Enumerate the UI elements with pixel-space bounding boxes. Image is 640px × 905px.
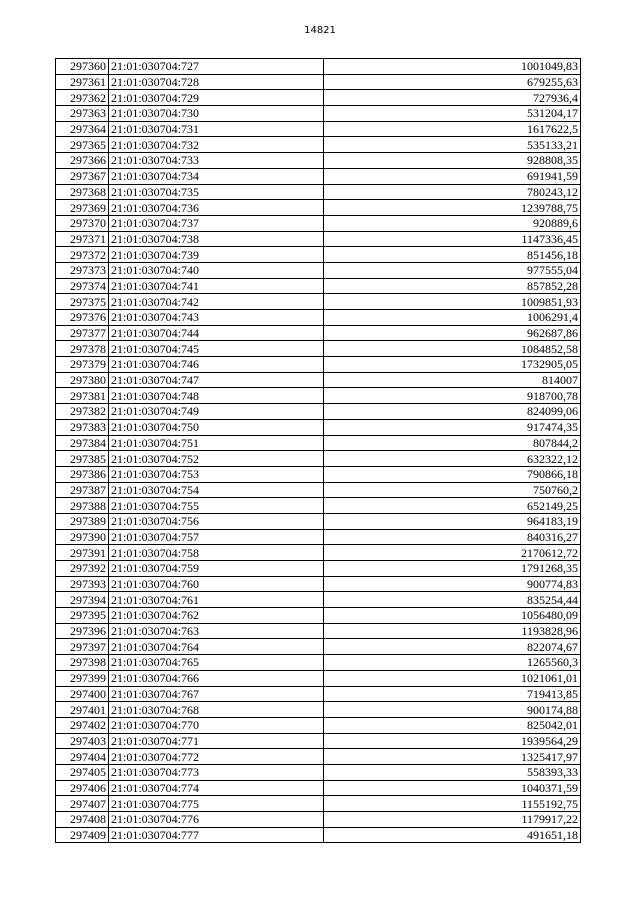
cadastral-value-cell: 920889,6 — [324, 215, 581, 231]
cadastral-number-cell: 21:01:030704:766 — [109, 670, 324, 686]
cadastral-value-cell: 1179917,22 — [324, 812, 581, 828]
table-row — [56, 341, 581, 357]
cadastral-value-cell: 679255,63 — [324, 74, 581, 90]
table-row — [56, 435, 581, 451]
row-number-cell: 297398 — [56, 655, 109, 671]
cadastral-number-cell: 21:01:030704:752 — [109, 451, 324, 467]
row-number-cell: 297387 — [56, 482, 109, 498]
table-row — [56, 592, 581, 608]
cadastral-value-cell: 750760,2 — [324, 482, 581, 498]
row-number-cell: 297402 — [56, 717, 109, 733]
row-number-cell: 297385 — [56, 451, 109, 467]
cadastral-number-cell: 21:01:030704:728 — [109, 74, 324, 90]
cadastral-value-cell: 727936,4 — [324, 90, 581, 106]
table-row — [56, 137, 581, 153]
cadastral-value-cell: 1732905,05 — [324, 357, 581, 373]
cadastral-value-cell: 531204,17 — [324, 106, 581, 122]
cadastral-number-cell: 21:01:030704:774 — [109, 780, 324, 796]
cadastral-number-cell: 21:01:030704:732 — [109, 137, 324, 153]
table-row — [56, 545, 581, 561]
table-row — [56, 513, 581, 529]
cadastral-number-cell: 21:01:030704:758 — [109, 545, 324, 561]
cadastral-value-cell: 1084852,58 — [324, 341, 581, 357]
row-number-cell: 297393 — [56, 576, 109, 592]
cadastral-value-cell: 835254,44 — [324, 592, 581, 608]
row-number-cell: 297379 — [56, 357, 109, 373]
row-number-cell: 297375 — [56, 294, 109, 310]
cadastral-number-cell: 21:01:030704:751 — [109, 435, 324, 451]
cadastral-number-cell: 21:01:030704:734 — [109, 168, 324, 184]
cadastral-number-cell: 21:01:030704:749 — [109, 404, 324, 420]
row-number-cell: 297363 — [56, 106, 109, 122]
cadastral-value-cell: 632322,12 — [324, 451, 581, 467]
row-number-cell: 297370 — [56, 215, 109, 231]
table-row — [56, 372, 581, 388]
row-number-cell: 297395 — [56, 608, 109, 624]
cadastral-value-cell: 652149,25 — [324, 498, 581, 514]
cadastral-number-cell: 21:01:030704:733 — [109, 153, 324, 169]
row-number-cell: 297403 — [56, 733, 109, 749]
cadastral-value-table — [55, 58, 581, 843]
row-number-cell: 297383 — [56, 419, 109, 435]
row-number-cell: 297360 — [56, 59, 109, 75]
row-number-cell: 297399 — [56, 670, 109, 686]
row-number-cell: 297392 — [56, 561, 109, 577]
cadastral-number-cell: 21:01:030704:727 — [109, 59, 324, 75]
cadastral-value-cell: 1265560,3 — [324, 655, 581, 671]
cadastral-value-cell: 1021061,01 — [324, 670, 581, 686]
cadastral-value-cell: 807844,2 — [324, 435, 581, 451]
table-row — [56, 561, 581, 577]
cadastral-value-cell: 824099,06 — [324, 404, 581, 420]
cadastral-number-cell: 21:01:030704:740 — [109, 262, 324, 278]
table-row — [56, 74, 581, 90]
table-row — [56, 419, 581, 435]
cadastral-number-cell: 21:01:030704:764 — [109, 639, 324, 655]
table-row — [56, 153, 581, 169]
cadastral-number-cell: 21:01:030704:763 — [109, 623, 324, 639]
row-number-cell: 297386 — [56, 466, 109, 482]
cadastral-value-cell: 900774,83 — [324, 576, 581, 592]
cadastral-value-cell: 1009851,93 — [324, 294, 581, 310]
row-number-cell: 297364 — [56, 121, 109, 137]
cadastral-number-cell: 21:01:030704:756 — [109, 513, 324, 529]
row-number-cell: 297391 — [56, 545, 109, 561]
cadastral-value-cell: 1791268,35 — [324, 561, 581, 577]
cadastral-value-cell: 1193828,96 — [324, 623, 581, 639]
table-row — [56, 466, 581, 482]
table-row — [56, 404, 581, 420]
table-row — [56, 357, 581, 373]
cadastral-value-cell: 790866,18 — [324, 466, 581, 482]
cadastral-number-cell: 21:01:030704:739 — [109, 247, 324, 263]
cadastral-number-cell: 21:01:030704:775 — [109, 796, 324, 812]
table-row — [56, 451, 581, 467]
cadastral-number-cell: 21:01:030704:757 — [109, 529, 324, 545]
cadastral-value-cell: 814007 — [324, 372, 581, 388]
row-number-cell: 297394 — [56, 592, 109, 608]
cadastral-value-cell: 1325417,97 — [324, 749, 581, 765]
table-row — [56, 623, 581, 639]
cadastral-value-cell: 962687,86 — [324, 325, 581, 341]
cadastral-value-cell: 851456,18 — [324, 247, 581, 263]
cadastral-number-cell: 21:01:030704:736 — [109, 200, 324, 216]
row-number-cell: 297400 — [56, 686, 109, 702]
row-number-cell: 297384 — [56, 435, 109, 451]
cadastral-number-cell: 21:01:030704:744 — [109, 325, 324, 341]
cadastral-number-cell: 21:01:030704:731 — [109, 121, 324, 137]
row-number-cell: 297369 — [56, 200, 109, 216]
row-number-cell: 297404 — [56, 749, 109, 765]
table-row — [56, 764, 581, 780]
cadastral-value-cell: 825042,01 — [324, 717, 581, 733]
row-number-cell: 297409 — [56, 827, 109, 843]
row-number-cell: 297368 — [56, 184, 109, 200]
cadastral-value-cell: 558393,33 — [324, 764, 581, 780]
cadastral-number-cell: 21:01:030704:753 — [109, 466, 324, 482]
cadastral-number-cell: 21:01:030704:770 — [109, 717, 324, 733]
row-number-cell: 297380 — [56, 372, 109, 388]
cadastral-value-cell: 822074,67 — [324, 639, 581, 655]
cadastral-value-cell: 1147336,45 — [324, 231, 581, 247]
cadastral-number-cell: 21:01:030704:730 — [109, 106, 324, 122]
cadastral-number-cell: 21:01:030704:765 — [109, 655, 324, 671]
table-row — [56, 576, 581, 592]
table-row — [56, 278, 581, 294]
row-number-cell: 297371 — [56, 231, 109, 247]
table-row — [56, 670, 581, 686]
cadastral-value-cell: 691941,59 — [324, 168, 581, 184]
row-number-cell: 297372 — [56, 247, 109, 263]
cadastral-value-cell: 535133,21 — [324, 137, 581, 153]
cadastral-value-cell: 964183,19 — [324, 513, 581, 529]
cadastral-number-cell: 21:01:030704:767 — [109, 686, 324, 702]
cadastral-value-cell: 977555,04 — [324, 262, 581, 278]
cadastral-value-cell: 917474,35 — [324, 419, 581, 435]
cadastral-value-cell: 1155192,75 — [324, 796, 581, 812]
row-number-cell: 297367 — [56, 168, 109, 184]
table-row — [56, 686, 581, 702]
table-row — [56, 388, 581, 404]
cadastral-value-cell: 2170612,72 — [324, 545, 581, 561]
row-number-cell: 297374 — [56, 278, 109, 294]
cadastral-value-cell: 719413,85 — [324, 686, 581, 702]
cadastral-value-cell: 1001049,83 — [324, 59, 581, 75]
table-row — [56, 310, 581, 326]
table-row — [56, 639, 581, 655]
cadastral-number-cell: 21:01:030704:737 — [109, 215, 324, 231]
row-number-cell: 297406 — [56, 780, 109, 796]
table-row — [56, 529, 581, 545]
table-row — [56, 262, 581, 278]
cadastral-number-cell: 21:01:030704:762 — [109, 608, 324, 624]
cadastral-number-cell: 21:01:030704:776 — [109, 812, 324, 828]
row-number-cell: 297389 — [56, 513, 109, 529]
cadastral-number-cell: 21:01:030704:738 — [109, 231, 324, 247]
table-row — [56, 482, 581, 498]
table-row — [56, 498, 581, 514]
row-number-cell: 297366 — [56, 153, 109, 169]
table-row — [56, 717, 581, 733]
cadastral-value-cell: 1239788,75 — [324, 200, 581, 216]
table-row — [56, 200, 581, 216]
row-number-cell: 297377 — [56, 325, 109, 341]
table-row — [56, 184, 581, 200]
table-row — [56, 168, 581, 184]
cadastral-value-cell: 1006291,4 — [324, 310, 581, 326]
cadastral-value-cell: 857852,28 — [324, 278, 581, 294]
row-number-cell: 297407 — [56, 796, 109, 812]
row-number-cell: 297365 — [56, 137, 109, 153]
cadastral-number-cell: 21:01:030704:755 — [109, 498, 324, 514]
cadastral-value-cell: 491651,18 — [324, 827, 581, 843]
cadastral-value-cell: 928808,35 — [324, 153, 581, 169]
cadastral-value-cell: 1617622,5 — [324, 121, 581, 137]
table-row — [56, 231, 581, 247]
table-row — [56, 827, 581, 843]
cadastral-number-cell: 21:01:030704:745 — [109, 341, 324, 357]
table-row — [56, 59, 581, 75]
table-row — [56, 608, 581, 624]
cadastral-number-cell: 21:01:030704:735 — [109, 184, 324, 200]
table-row — [56, 812, 581, 828]
cadastral-value-cell: 1939564,29 — [324, 733, 581, 749]
row-number-cell: 297397 — [56, 639, 109, 655]
row-number-cell: 297362 — [56, 90, 109, 106]
cadastral-number-cell: 21:01:030704:777 — [109, 827, 324, 843]
cadastral-number-cell: 21:01:030704:759 — [109, 561, 324, 577]
row-number-cell: 297408 — [56, 812, 109, 828]
table-row — [56, 106, 581, 122]
row-number-cell: 297405 — [56, 764, 109, 780]
row-number-cell: 297388 — [56, 498, 109, 514]
cadastral-value-cell: 1040371,59 — [324, 780, 581, 796]
table-row — [56, 215, 581, 231]
cadastral-number-cell: 21:01:030704:743 — [109, 310, 324, 326]
row-number-cell: 297396 — [56, 623, 109, 639]
cadastral-number-cell: 21:01:030704:773 — [109, 764, 324, 780]
row-number-cell: 297382 — [56, 404, 109, 420]
table-body — [56, 59, 581, 843]
cadastral-number-cell: 21:01:030704:741 — [109, 278, 324, 294]
table-row — [56, 796, 581, 812]
cadastral-value-cell: 918700,78 — [324, 388, 581, 404]
cadastral-number-cell: 21:01:030704:761 — [109, 592, 324, 608]
table-row — [56, 733, 581, 749]
page-number: 14821 — [304, 25, 336, 36]
cadastral-value-cell: 900174,88 — [324, 702, 581, 718]
table-row — [56, 294, 581, 310]
row-number-cell: 297373 — [56, 262, 109, 278]
cadastral-number-cell: 21:01:030704:760 — [109, 576, 324, 592]
cadastral-value-cell: 780243,12 — [324, 184, 581, 200]
row-number-cell: 297381 — [56, 388, 109, 404]
row-number-cell: 297401 — [56, 702, 109, 718]
table-row — [56, 90, 581, 106]
cadastral-number-cell: 21:01:030704:742 — [109, 294, 324, 310]
cadastral-number-cell: 21:01:030704:750 — [109, 419, 324, 435]
cadastral-number-cell: 21:01:030704:772 — [109, 749, 324, 765]
row-number-cell: 297376 — [56, 310, 109, 326]
cadastral-number-cell: 21:01:030704:771 — [109, 733, 324, 749]
cadastral-number-cell: 21:01:030704:746 — [109, 357, 324, 373]
cadastral-number-cell: 21:01:030704:747 — [109, 372, 324, 388]
table-row — [56, 121, 581, 137]
row-number-cell: 297361 — [56, 74, 109, 90]
cadastral-number-cell: 21:01:030704:729 — [109, 90, 324, 106]
cadastral-number-cell: 21:01:030704:748 — [109, 388, 324, 404]
table-row — [56, 702, 581, 718]
cadastral-value-cell: 840316,27 — [324, 529, 581, 545]
row-number-cell: 297378 — [56, 341, 109, 357]
table-row — [56, 780, 581, 796]
row-number-cell: 297390 — [56, 529, 109, 545]
cadastral-number-cell: 21:01:030704:754 — [109, 482, 324, 498]
cadastral-value-cell: 1056480,09 — [324, 608, 581, 624]
table-row — [56, 247, 581, 263]
table-row — [56, 655, 581, 671]
cadastral-number-cell: 21:01:030704:768 — [109, 702, 324, 718]
table-row — [56, 749, 581, 765]
table-row — [56, 325, 581, 341]
